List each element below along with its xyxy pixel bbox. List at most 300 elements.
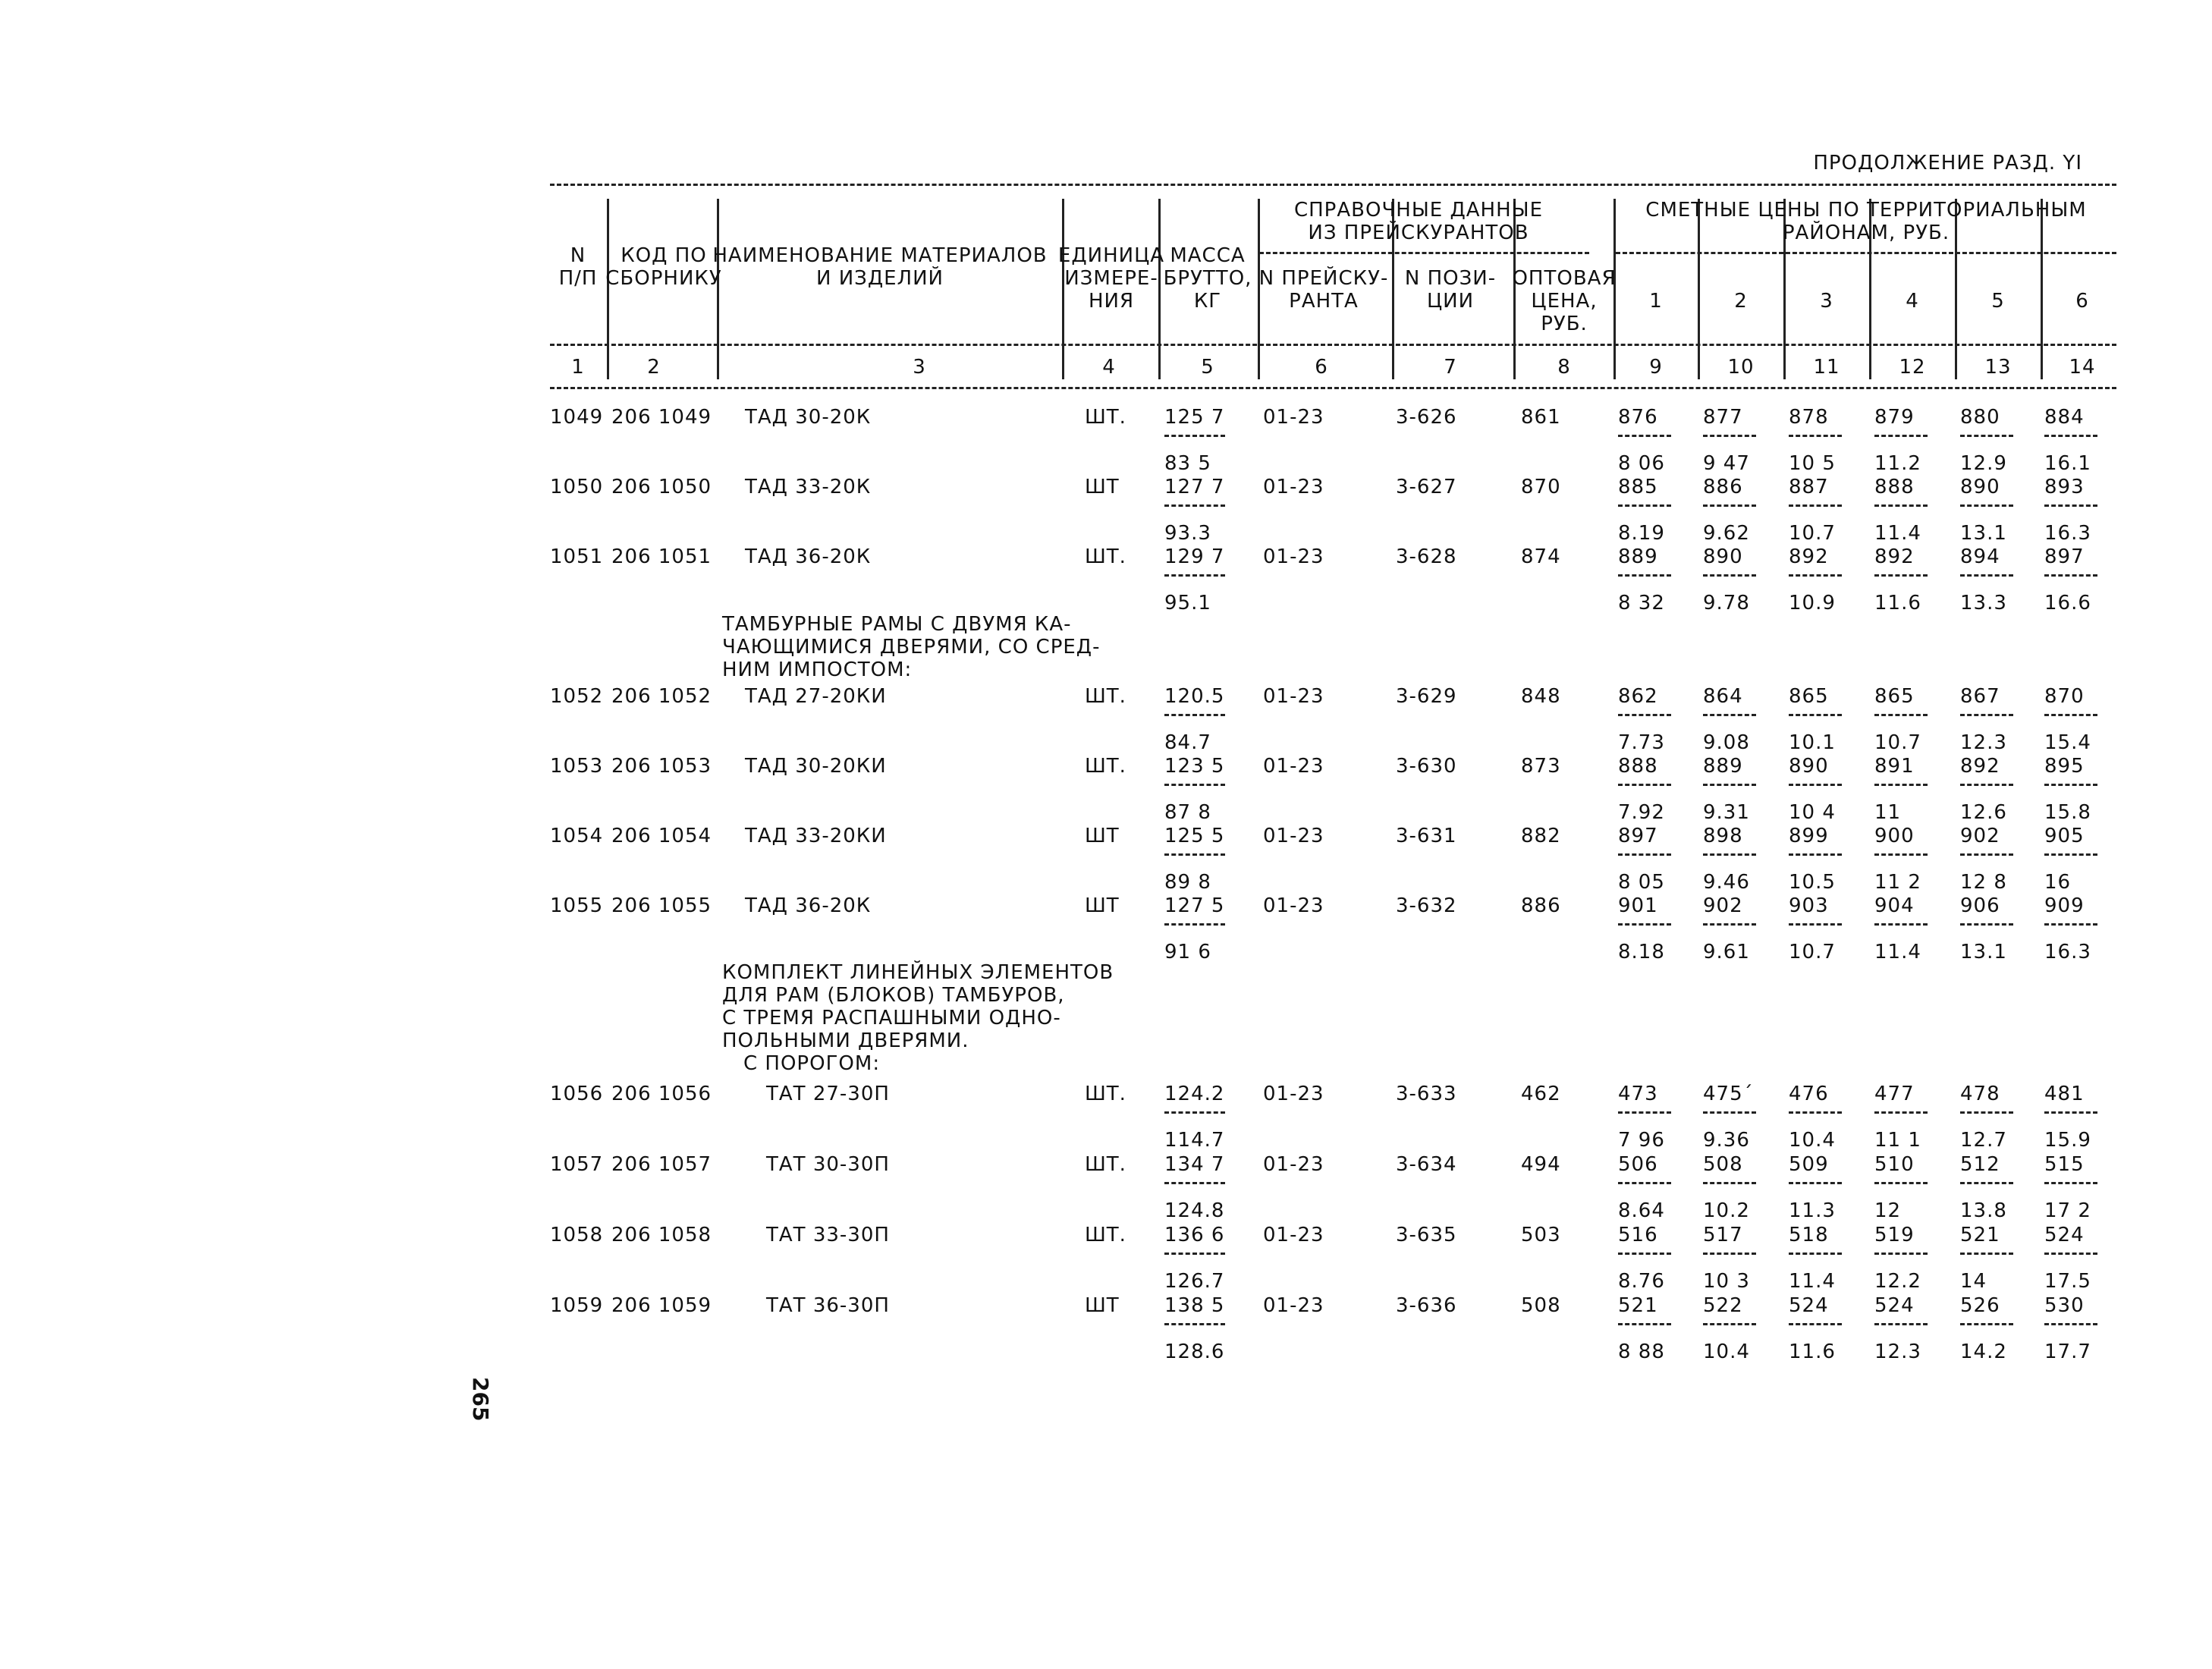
row-wholesale: 870 (1521, 476, 1561, 498)
col-header-name: НАИМЕНОВАНИЕ МАТЕРИАЛОВ (712, 244, 1048, 267)
row-price-top: 902 (1960, 825, 2000, 847)
row-price-top: 521 (1960, 1224, 2000, 1246)
row-price-bottom: 10.2 (1703, 1199, 1750, 1222)
col-header-region-3: 3 (1820, 290, 1833, 313)
row-mass-gross: 127 5 (1164, 894, 1225, 917)
row-pricelist: 01-23 (1263, 476, 1324, 498)
row-price-divider (1789, 1323, 1842, 1325)
row-price-top: 530 (2044, 1294, 2085, 1317)
row-price-divider (1960, 853, 2013, 856)
row-mass-divider (1164, 574, 1225, 577)
row-wholesale: 508 (1521, 1294, 1561, 1317)
row-price-bottom: 10 5 (1789, 452, 1836, 475)
row-price-top: 879 (1874, 406, 1915, 429)
row-name: ТАД 30-20К (745, 406, 872, 429)
row-code: 206 1055 (611, 894, 712, 917)
row-mass-gross: 125 5 (1164, 825, 1225, 847)
row-price-top: 877 (1703, 406, 1743, 429)
row-price-top: 870 (2044, 685, 2085, 708)
row-mass-divider (1164, 853, 1225, 856)
column-number: 12 (1899, 356, 1926, 379)
row-wholesale: 494 (1521, 1153, 1561, 1176)
column-number: 9 (1649, 356, 1663, 379)
row-mass-net: 95.1 (1164, 592, 1211, 614)
row-price-bottom: 11 1 (1874, 1129, 1921, 1152)
col-header-pricelist: N ПРЕЙСКУ- (1258, 267, 1389, 290)
col-header-region-1: 1 (1649, 290, 1663, 313)
row-price-top: 887 (1789, 476, 1829, 498)
table-top-rule (550, 184, 2116, 186)
row-unit: ШТ. (1085, 406, 1126, 429)
group-heading: НИМ ИМПОСТОМ: (722, 658, 913, 681)
row-price-top: 521 (1618, 1294, 1658, 1317)
row-price-divider (2044, 1253, 2097, 1255)
row-position: 3-635 (1396, 1224, 1457, 1246)
row-price-top: 476 (1789, 1083, 1829, 1105)
row-price-divider (1874, 435, 1928, 437)
col-header-mass: КГ (1193, 290, 1222, 313)
row-price-top: 889 (1618, 545, 1658, 568)
row-mass-divider (1164, 435, 1225, 437)
row-pricelist: 01-23 (1263, 1224, 1324, 1246)
row-price-top: 888 (1874, 476, 1915, 498)
row-wholesale: 873 (1521, 755, 1561, 778)
row-mass-gross: 123 5 (1164, 755, 1225, 778)
row-price-divider (1703, 1253, 1756, 1255)
row-pricelist: 01-23 (1263, 755, 1324, 778)
col-header-region-6: 6 (2075, 290, 2089, 313)
row-price-divider (1703, 1182, 1756, 1184)
group-heading: ТАМБУРНЫЕ РАМЫ С ДВУМЯ КА- (722, 613, 1072, 636)
row-position: 3-632 (1396, 894, 1457, 917)
row-price-bottom: 8 88 (1618, 1341, 1665, 1363)
col-header-mass: БРУТТО, (1163, 267, 1252, 290)
row-number: 1049 (550, 406, 604, 429)
group-heading: С ТРЕМЯ РАСПАШНЫМИ ОДНО- (722, 1007, 1061, 1029)
row-price-bottom: 10.4 (1703, 1341, 1750, 1363)
row-price-top: 897 (2044, 545, 2085, 568)
column-number: 5 (1201, 356, 1214, 379)
row-price-top: 865 (1789, 685, 1829, 708)
column-number: 6 (1315, 356, 1328, 379)
row-unit: ШТ (1085, 476, 1120, 498)
row-price-bottom: 13.8 (1960, 1199, 2007, 1222)
row-price-divider (1703, 714, 1756, 716)
row-code: 206 1052 (611, 685, 712, 708)
col-header-ref-group: СПРАВОЧНЫЕ ДАННЫЕ (1293, 199, 1544, 222)
row-price-bottom: 11 2 (1874, 871, 1921, 894)
row-number: 1054 (550, 825, 604, 847)
row-price-top: 524 (2044, 1224, 2085, 1246)
row-mass-divider (1164, 1111, 1225, 1114)
row-mass-net: 84.7 (1164, 731, 1211, 754)
row-price-divider (1789, 574, 1842, 577)
col-header-ref-group: ИЗ ПРЕЙСКУРАНТОВ (1308, 222, 1529, 244)
row-price-divider (1618, 574, 1671, 577)
row-price-divider (1874, 574, 1928, 577)
col-header-mass: МАССА (1170, 244, 1246, 267)
row-unit: ШТ. (1085, 1224, 1126, 1246)
row-mass-divider (1164, 1323, 1225, 1325)
column-number: 1 (571, 356, 585, 379)
column-number: 13 (1984, 356, 2012, 379)
row-price-bottom: 10.1 (1789, 731, 1836, 754)
row-price-bottom: 10.9 (1789, 592, 1836, 614)
col-header-region-5: 5 (1991, 290, 2005, 313)
row-price-bottom: 8 32 (1618, 592, 1665, 614)
row-price-divider (1874, 1182, 1928, 1184)
row-price-divider (1703, 1111, 1756, 1114)
row-code: 206 1054 (611, 825, 712, 847)
row-pricelist: 01-23 (1263, 825, 1324, 847)
row-price-divider (2044, 1182, 2097, 1184)
row-price-bottom: 9.31 (1703, 801, 1750, 824)
row-code: 206 1057 (611, 1153, 712, 1176)
col-header-num: N (570, 244, 586, 267)
row-price-top: 903 (1789, 894, 1829, 917)
row-position: 3-634 (1396, 1153, 1457, 1176)
row-price-bottom: 17 2 (2044, 1199, 2091, 1222)
row-price-bottom: 11.6 (1789, 1341, 1836, 1363)
column-number: 11 (1813, 356, 1840, 379)
row-mass-divider (1164, 1182, 1225, 1184)
row-price-top: 518 (1789, 1224, 1829, 1246)
row-name: ТАД 33-20КИ (745, 825, 887, 847)
row-price-divider (2044, 714, 2097, 716)
row-name: ТАД 33-20К (745, 476, 872, 498)
column-number: 10 (1727, 356, 1755, 379)
col-header-regions-group: РАЙОНАМ, РУБ. (1782, 222, 1950, 244)
row-mass-net: 83 5 (1164, 452, 1211, 475)
col-header-unit: ИЗМЕРЕ- (1064, 267, 1158, 290)
row-price-divider (1618, 1323, 1671, 1325)
row-price-bottom: 11.4 (1789, 1270, 1836, 1293)
row-price-divider (1703, 853, 1756, 856)
row-price-bottom: 17.5 (2044, 1270, 2091, 1293)
column-number: 3 (913, 356, 926, 379)
row-price-bottom: 16 (2044, 871, 2072, 894)
row-price-top: 894 (1960, 545, 2000, 568)
row-price-bottom: 10 4 (1789, 801, 1836, 824)
row-price-bottom: 13.3 (1960, 592, 2007, 614)
row-price-bottom: 10.7 (1874, 731, 1921, 754)
row-code: 206 1050 (611, 476, 712, 498)
group-heading: ПОЛЬНЫМИ ДВЕРЯМИ. (722, 1029, 969, 1052)
row-price-top: 892 (1874, 545, 1915, 568)
row-price-top: 899 (1789, 825, 1829, 847)
row-price-bottom: 13.1 (1960, 522, 2007, 545)
column-separator (1955, 199, 1957, 379)
row-name: ТАД 36-20К (745, 545, 872, 568)
row-price-top: 876 (1618, 406, 1658, 429)
row-price-bottom: 10.7 (1789, 941, 1836, 963)
row-price-divider (2044, 574, 2097, 577)
row-price-divider (1789, 923, 1842, 926)
row-position: 3-631 (1396, 825, 1457, 847)
row-code: 206 1059 (611, 1294, 712, 1317)
row-price-divider (2044, 435, 2097, 437)
column-separator (2041, 199, 2043, 379)
row-price-top: 878 (1789, 406, 1829, 429)
row-price-top: 477 (1874, 1083, 1915, 1105)
row-wholesale: 874 (1521, 545, 1561, 568)
row-price-top: 889 (1703, 755, 1743, 778)
row-name: ТАД 36-20К (745, 894, 872, 917)
row-price-divider (1960, 504, 2013, 507)
row-price-top: 891 (1874, 755, 1915, 778)
row-code: 206 1056 (611, 1083, 712, 1105)
row-position: 3-636 (1396, 1294, 1457, 1317)
row-price-top: 890 (1703, 545, 1743, 568)
row-name: ТАТ 27-30П (766, 1083, 890, 1105)
row-price-bottom: 12.3 (1874, 1341, 1921, 1363)
col-header-pricelist: РАНТА (1289, 290, 1359, 313)
row-price-top: 519 (1874, 1224, 1915, 1246)
row-price-bottom: 16.1 (2044, 452, 2091, 475)
row-price-divider (1789, 1253, 1842, 1255)
row-mass-net: 128.6 (1164, 1341, 1225, 1363)
row-price-top: 524 (1874, 1294, 1915, 1317)
row-price-divider (1960, 1111, 2013, 1114)
row-price-bottom: 12 (1874, 1199, 1902, 1222)
row-price-top: 892 (1960, 755, 2000, 778)
row-price-bottom: 7.92 (1618, 801, 1665, 824)
row-price-divider (1960, 1323, 2013, 1325)
row-price-bottom: 12.2 (1874, 1270, 1921, 1293)
row-price-divider (1960, 1253, 2013, 1255)
row-price-divider (1874, 1323, 1928, 1325)
row-price-bottom: 12 8 (1960, 871, 2007, 894)
row-price-top: 900 (1874, 825, 1915, 847)
row-price-divider (1874, 784, 1928, 786)
row-price-divider (1618, 784, 1671, 786)
row-wholesale: 848 (1521, 685, 1561, 708)
row-pricelist: 01-23 (1263, 894, 1324, 917)
row-price-top: 898 (1703, 825, 1743, 847)
row-price-divider (1703, 1323, 1756, 1325)
row-price-divider (1960, 1182, 2013, 1184)
row-price-divider (1874, 853, 1928, 856)
row-mass-net: 114.7 (1164, 1129, 1225, 1152)
row-number: 1053 (550, 755, 604, 778)
row-price-top: 897 (1618, 825, 1658, 847)
row-price-top: 510 (1874, 1153, 1915, 1176)
row-price-top: 888 (1618, 755, 1658, 778)
row-price-bottom: 8 06 (1618, 452, 1665, 475)
row-price-bottom: 15.4 (2044, 731, 2091, 754)
row-price-top: 509 (1789, 1153, 1829, 1176)
row-price-divider (2044, 1111, 2097, 1114)
row-price-divider (1960, 435, 2013, 437)
row-price-top: 890 (1960, 476, 2000, 498)
row-price-divider (2044, 504, 2097, 507)
row-number: 1055 (550, 894, 604, 917)
row-price-divider (1618, 435, 1671, 437)
col-header-position: ЦИИ (1426, 290, 1475, 313)
page-number: 265 (468, 1377, 493, 1422)
column-number: 2 (647, 356, 661, 379)
col-header-wholesale: ЦЕНА, (1531, 290, 1598, 313)
row-price-bottom: 11.4 (1874, 941, 1921, 963)
row-unit: ШТ (1085, 894, 1120, 917)
col-header-wholesale: РУБ. (1541, 313, 1588, 335)
row-price-top: 880 (1960, 406, 2000, 429)
row-price-bottom: 9.78 (1703, 592, 1750, 614)
row-price-top: 884 (2044, 406, 2085, 429)
row-price-bottom: 16.3 (2044, 941, 2091, 963)
row-price-bottom: 12.3 (1960, 731, 2007, 754)
col-header-num: П/П (558, 267, 598, 290)
row-price-top: 862 (1618, 685, 1658, 708)
row-price-bottom: 9 47 (1703, 452, 1750, 475)
row-price-divider (1618, 1182, 1671, 1184)
row-pricelist: 01-23 (1263, 406, 1324, 429)
row-price-bottom: 15.9 (2044, 1129, 2091, 1152)
row-price-top: 901 (1618, 894, 1658, 917)
row-price-top: 886 (1703, 476, 1743, 498)
row-price-top: 885 (1618, 476, 1658, 498)
col-header-region-2: 2 (1734, 290, 1748, 313)
row-mass-gross: 127 7 (1164, 476, 1225, 498)
row-wholesale: 503 (1521, 1224, 1561, 1246)
row-mass-gross: 138 5 (1164, 1294, 1225, 1317)
row-price-divider (2044, 784, 2097, 786)
row-mass-gross: 134 7 (1164, 1153, 1225, 1176)
row-code: 206 1051 (611, 545, 712, 568)
row-price-divider (2044, 1323, 2097, 1325)
row-price-divider (1874, 1111, 1928, 1114)
row-mass-net: 93.3 (1164, 522, 1211, 545)
row-price-bottom: 12.9 (1960, 452, 2007, 475)
row-price-top: 890 (1789, 755, 1829, 778)
row-price-bottom: 9.08 (1703, 731, 1750, 754)
row-price-bottom: 11.3 (1789, 1199, 1836, 1222)
row-mass-divider (1164, 784, 1225, 786)
row-mass-net: 89 8 (1164, 871, 1211, 894)
column-number: 4 (1102, 356, 1116, 379)
row-price-bottom: 11.6 (1874, 592, 1921, 614)
header-bottom-rule (550, 344, 2116, 346)
row-price-divider (1618, 923, 1671, 926)
row-price-bottom: 8.19 (1618, 522, 1665, 545)
row-unit: ШТ (1085, 1294, 1120, 1317)
col-header-name: И ИЗДЕЛИЙ (815, 267, 944, 290)
continuation-label: ПРОДОЛЖЕНИЕ РАЗД. YI (1813, 152, 2082, 174)
row-price-bottom: 8.18 (1618, 941, 1665, 963)
row-unit: ШТ. (1085, 1083, 1126, 1105)
row-mass-divider (1164, 923, 1225, 926)
row-price-top: 478 (1960, 1083, 2000, 1105)
row-price-bottom: 16.6 (2044, 592, 2091, 614)
col-header-regions-group: СМЕТНЫЕ ЦЕНЫ ПО ТЕРРИТОРИАЛЬНЫМ (1645, 199, 2087, 222)
row-name: ТАД 30-20КИ (745, 755, 887, 778)
row-price-bottom: 9.62 (1703, 522, 1750, 545)
row-price-bottom: 12.6 (1960, 801, 2007, 824)
row-price-bottom: 9.46 (1703, 871, 1750, 894)
row-price-bottom: 13.1 (1960, 941, 2007, 963)
row-price-divider (1703, 435, 1756, 437)
col-header-unit: НИЯ (1088, 290, 1135, 313)
row-price-bottom: 10 3 (1703, 1270, 1750, 1293)
ref-group-rule (1259, 252, 1589, 254)
column-number: 7 (1444, 356, 1457, 379)
row-unit: ШТ. (1085, 1153, 1126, 1176)
row-name: ТАТ 33-30П (766, 1224, 890, 1246)
row-mass-gross: 124.2 (1164, 1083, 1225, 1105)
col-header-position: N ПОЗИ- (1404, 267, 1497, 290)
row-price-top: 516 (1618, 1224, 1658, 1246)
row-name: ТАТ 36-30П (766, 1294, 890, 1317)
group-heading: ЧАЮЩИМИСЯ ДВЕРЯМИ, СО СРЕД- (722, 636, 1101, 658)
row-price-top: 895 (2044, 755, 2085, 778)
row-name: ТАД 27-20КИ (745, 685, 887, 708)
row-price-divider (1874, 504, 1928, 507)
row-price-bottom: 14.2 (1960, 1341, 2007, 1363)
row-price-bottom: 10.4 (1789, 1129, 1836, 1152)
row-price-top: 905 (2044, 825, 2085, 847)
row-number: 1051 (550, 545, 604, 568)
group-heading: ДЛЯ РАМ (БЛОКОВ) ТАМБУРОВ, (722, 984, 1065, 1007)
row-unit: ШТ (1085, 825, 1120, 847)
row-pricelist: 01-23 (1263, 1294, 1324, 1317)
row-price-top: 508 (1703, 1153, 1743, 1176)
row-mass-net: 91 6 (1164, 941, 1211, 963)
row-price-divider (1703, 784, 1756, 786)
row-price-divider (1789, 1111, 1842, 1114)
row-number: 1050 (550, 476, 604, 498)
row-unit: ШТ. (1085, 685, 1126, 708)
row-wholesale: 462 (1521, 1083, 1561, 1105)
row-unit: ШТ. (1085, 755, 1126, 778)
row-number: 1058 (550, 1224, 604, 1246)
row-position: 3-629 (1396, 685, 1457, 708)
row-price-bottom: 9.36 (1703, 1129, 1750, 1152)
row-name: ТАТ 30-30П (766, 1153, 890, 1176)
row-price-bottom: 7 96 (1618, 1129, 1665, 1152)
row-number: 1056 (550, 1083, 604, 1105)
row-price-top: 522 (1703, 1294, 1743, 1317)
group-heading: С ПОРОГОМ: (743, 1052, 881, 1075)
row-price-divider (2044, 853, 2097, 856)
row-number: 1057 (550, 1153, 604, 1176)
row-price-top: 902 (1703, 894, 1743, 917)
row-price-top: 893 (2044, 476, 2085, 498)
row-pricelist: 01-23 (1263, 1083, 1324, 1105)
row-mass-gross: 136 6 (1164, 1224, 1225, 1246)
row-position: 3-630 (1396, 755, 1457, 778)
row-wholesale: 861 (1521, 406, 1561, 429)
row-price-top: 475´ (1703, 1083, 1754, 1105)
row-price-divider (1960, 923, 2013, 926)
col-header-code: КОД ПО (621, 244, 707, 267)
row-price-top: 524 (1789, 1294, 1829, 1317)
row-code: 206 1058 (611, 1224, 712, 1246)
row-price-bottom: 7.73 (1618, 731, 1665, 754)
row-price-bottom: 11.4 (1874, 522, 1921, 545)
row-price-top: 865 (1874, 685, 1915, 708)
group-heading: КОМПЛЕКТ ЛИНЕЙНЫХ ЭЛЕМЕНТОВ (722, 961, 1114, 984)
row-price-divider (1960, 784, 2013, 786)
row-price-bottom: 8 05 (1618, 871, 1665, 894)
row-price-bottom: 10.7 (1789, 522, 1836, 545)
col-header-unit: ЕДИНИЦА (1057, 244, 1165, 267)
row-price-divider (1789, 435, 1842, 437)
col-header-code: СБОРНИКУ (605, 267, 722, 290)
row-price-divider (1789, 714, 1842, 716)
row-position: 3-627 (1396, 476, 1457, 498)
row-pricelist: 01-23 (1263, 545, 1324, 568)
column-number: 8 (1557, 356, 1571, 379)
